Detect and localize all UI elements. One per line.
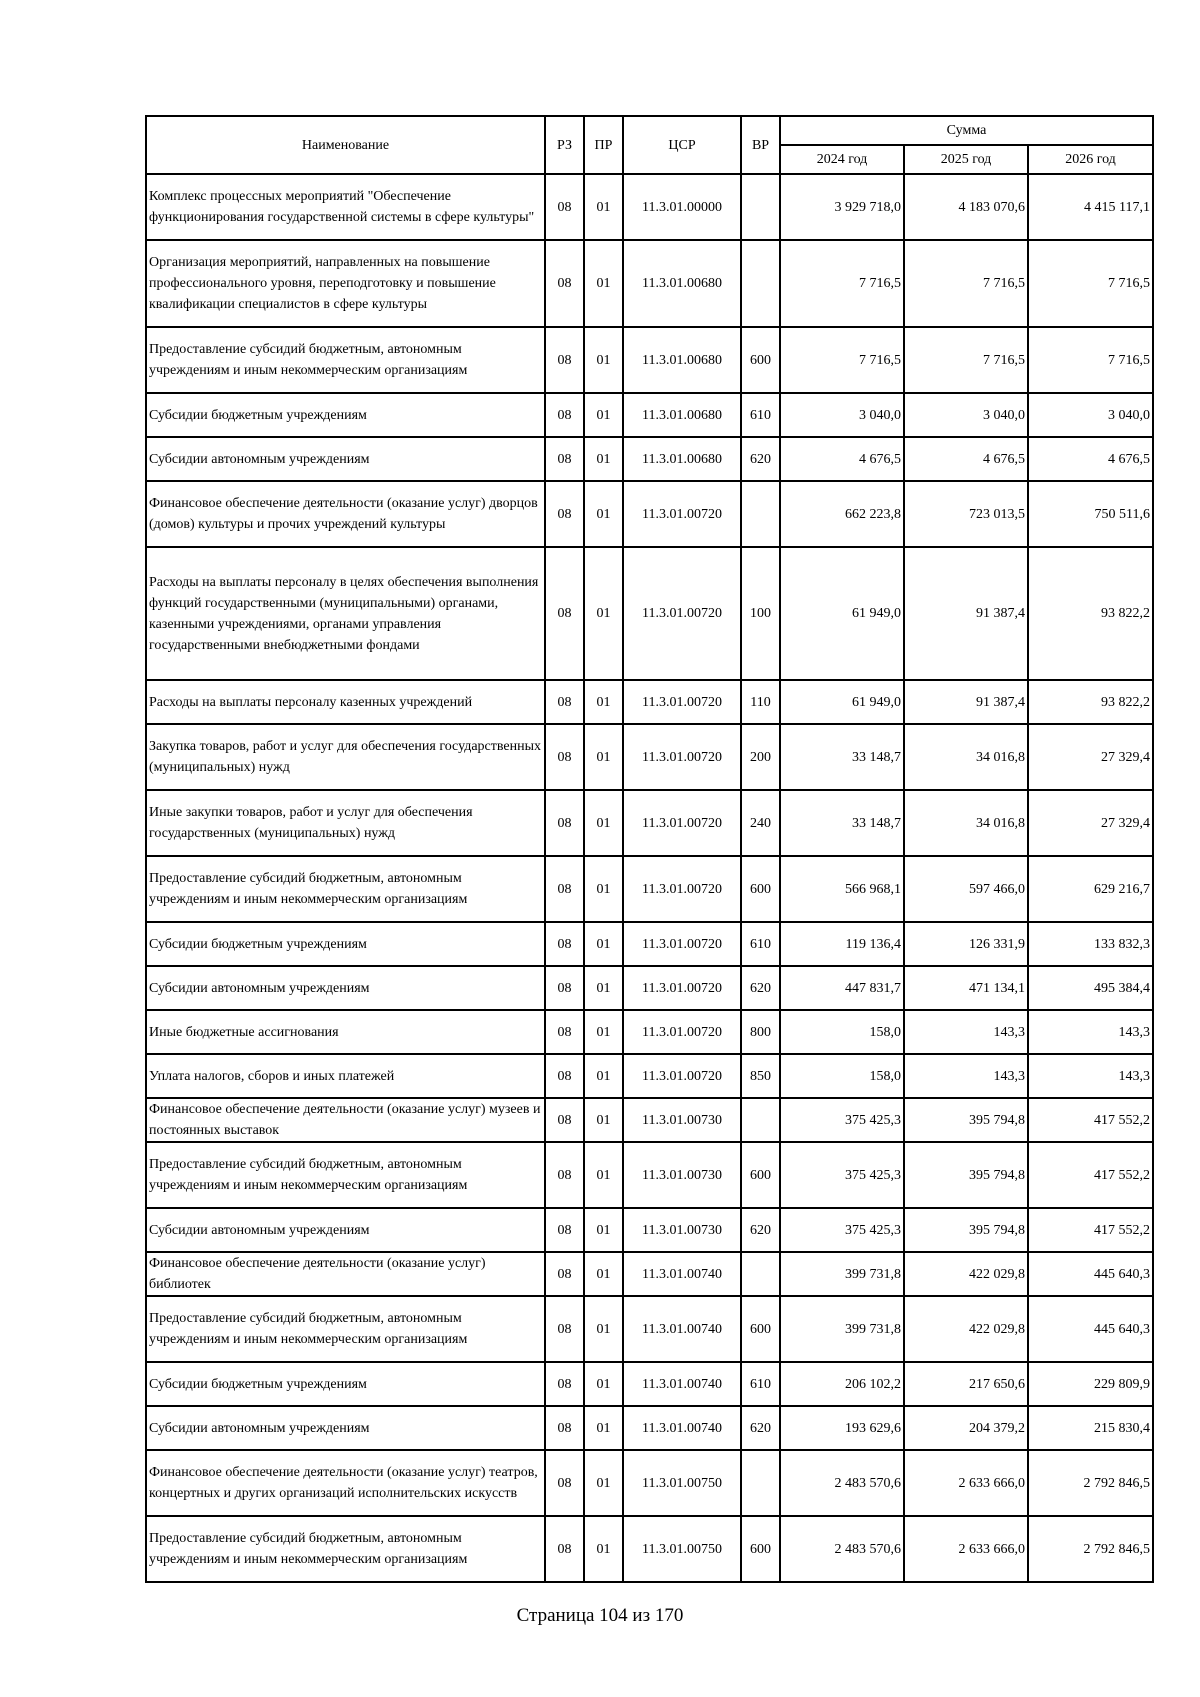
row-amount-2024: 2 483 570,6: [780, 1516, 904, 1582]
row-vr: 200: [741, 724, 780, 790]
table-row: [146, 1516, 1153, 1582]
table-row: [146, 547, 1153, 680]
row-amount-2024: 7 716,5: [780, 327, 904, 393]
row-csr: 11.3.01.00720: [623, 856, 741, 922]
header-rz: РЗ: [545, 116, 584, 174]
row-rz: 08: [545, 1516, 584, 1582]
row-amount-2024: 399 731,8: [780, 1296, 904, 1362]
row-name: Субсидии автономным учреждениям: [146, 966, 545, 1010]
row-csr: 11.3.01.00750: [623, 1450, 741, 1516]
row-name: Комплекс процессных мероприятий "Обеспечение функционирования государственной системы в сфере культуры": [146, 174, 545, 240]
row-name: Финансовое обеспечение деятельности (оказание услуг) театров, концертных и других организаций исполнительских искусств: [146, 1450, 545, 1516]
row-pr: 01: [584, 327, 623, 393]
row-pr: 01: [584, 1098, 623, 1142]
row-amount-2025: 2 633 666,0: [904, 1450, 1028, 1516]
row-amount-2026: 629 216,7: [1028, 856, 1153, 922]
row-amount-2026: 93 822,2: [1028, 547, 1153, 680]
row-name: Закупка товаров, работ и услуг для обеспечения государственных (муниципальных) нужд: [146, 724, 545, 790]
row-amount-2025: 723 013,5: [904, 481, 1028, 547]
row-csr: 11.3.01.00680: [623, 327, 741, 393]
row-vr: [741, 174, 780, 240]
row-vr: 110: [741, 680, 780, 724]
table-body: [146, 174, 1153, 1582]
table-row: [146, 437, 1153, 481]
row-amount-2024: 2 483 570,6: [780, 1450, 904, 1516]
row-amount-2026: 2 792 846,5: [1028, 1516, 1153, 1582]
row-rz: 08: [545, 1296, 584, 1362]
row-vr: 620: [741, 1208, 780, 1252]
row-amount-2025: 143,3: [904, 1054, 1028, 1098]
row-name: Предоставление субсидий бюджетным, автономным учреждениям и иным некоммерческим организациям: [146, 1142, 545, 1208]
row-name: Расходы на выплаты персоналу в целях обеспечения выполнения функций государственными (муниципальными) органами, казенными учреждениями, органами управления государственными внебюджетными фондами: [146, 547, 545, 680]
row-amount-2025: 3 040,0: [904, 393, 1028, 437]
row-amount-2026: 7 716,5: [1028, 240, 1153, 327]
row-amount-2024: 119 136,4: [780, 922, 904, 966]
row-csr: 11.3.01.00680: [623, 240, 741, 327]
table-row: [146, 1296, 1153, 1362]
row-amount-2025: 204 379,2: [904, 1406, 1028, 1450]
header-pr: ПР: [584, 116, 623, 174]
row-name: Субсидии автономным учреждениям: [146, 1208, 545, 1252]
row-pr: 01: [584, 1406, 623, 1450]
row-rz: 08: [545, 481, 584, 547]
row-amount-2024: 158,0: [780, 1054, 904, 1098]
row-amount-2025: 34 016,8: [904, 724, 1028, 790]
row-rz: 08: [545, 1010, 584, 1054]
header-name: Наименование: [146, 116, 545, 174]
row-name: Финансовое обеспечение деятельности (оказание услуг) библиотек: [146, 1252, 545, 1296]
row-amount-2025: 4 183 070,6: [904, 174, 1028, 240]
row-pr: 01: [584, 856, 623, 922]
row-amount-2026: 417 552,2: [1028, 1208, 1153, 1252]
row-amount-2025: 422 029,8: [904, 1296, 1028, 1362]
header-year-2026: 2026 год: [1028, 145, 1153, 174]
row-pr: 01: [584, 966, 623, 1010]
row-name: Иные закупки товаров, работ и услуг для обеспечения государственных (муниципальных) нужд: [146, 790, 545, 856]
row-amount-2026: 445 640,3: [1028, 1252, 1153, 1296]
row-name: Предоставление субсидий бюджетным, автономным учреждениям и иным некоммерческим организациям: [146, 1516, 545, 1582]
row-rz: 08: [545, 724, 584, 790]
row-amount-2026: 143,3: [1028, 1054, 1153, 1098]
row-vr: [741, 481, 780, 547]
row-csr: 11.3.01.00720: [623, 724, 741, 790]
row-vr: 620: [741, 966, 780, 1010]
table-row: [146, 790, 1153, 856]
row-pr: 01: [584, 1516, 623, 1582]
row-rz: 08: [545, 966, 584, 1010]
row-name: Иные бюджетные ассигнования: [146, 1010, 545, 1054]
row-pr: 01: [584, 680, 623, 724]
table-row: [146, 856, 1153, 922]
row-amount-2026: 4 415 117,1: [1028, 174, 1153, 240]
row-csr: 11.3.01.00730: [623, 1208, 741, 1252]
row-csr: 11.3.01.00720: [623, 1054, 741, 1098]
row-pr: 01: [584, 790, 623, 856]
row-name: Финансовое обеспечение деятельности (оказание услуг) музеев и постоянных выставок: [146, 1098, 545, 1142]
row-amount-2024: 399 731,8: [780, 1252, 904, 1296]
row-pr: 01: [584, 393, 623, 437]
header-sum: Сумма: [780, 116, 1153, 145]
row-vr: 600: [741, 1516, 780, 1582]
row-amount-2025: 395 794,8: [904, 1142, 1028, 1208]
row-amount-2024: 33 148,7: [780, 790, 904, 856]
row-pr: 01: [584, 1208, 623, 1252]
row-amount-2025: 126 331,9: [904, 922, 1028, 966]
row-csr: 11.3.01.00680: [623, 393, 741, 437]
row-rz: 08: [545, 547, 584, 680]
row-rz: 08: [545, 856, 584, 922]
table-row: [146, 922, 1153, 966]
row-amount-2025: 471 134,1: [904, 966, 1028, 1010]
budget-table: [145, 115, 1154, 1583]
row-amount-2025: 4 676,5: [904, 437, 1028, 481]
row-vr: [741, 1252, 780, 1296]
row-amount-2024: 206 102,2: [780, 1362, 904, 1406]
row-amount-2026: 93 822,2: [1028, 680, 1153, 724]
row-amount-2024: 61 949,0: [780, 547, 904, 680]
row-amount-2026: 417 552,2: [1028, 1142, 1153, 1208]
row-rz: 08: [545, 327, 584, 393]
row-csr: 11.3.01.00720: [623, 547, 741, 680]
row-pr: 01: [584, 547, 623, 680]
row-amount-2024: 33 148,7: [780, 724, 904, 790]
row-pr: 01: [584, 1054, 623, 1098]
row-vr: 610: [741, 393, 780, 437]
row-pr: 01: [584, 922, 623, 966]
row-vr: 850: [741, 1054, 780, 1098]
row-vr: 600: [741, 856, 780, 922]
row-amount-2026: 495 384,4: [1028, 966, 1153, 1010]
row-amount-2026: 4 676,5: [1028, 437, 1153, 481]
row-name: Субсидии автономным учреждениям: [146, 437, 545, 481]
row-amount-2024: 158,0: [780, 1010, 904, 1054]
row-vr: [741, 1098, 780, 1142]
row-amount-2025: 91 387,4: [904, 547, 1028, 680]
table-row: [146, 724, 1153, 790]
row-rz: 08: [545, 790, 584, 856]
row-csr: 11.3.01.00720: [623, 790, 741, 856]
row-amount-2025: 34 016,8: [904, 790, 1028, 856]
row-amount-2025: 395 794,8: [904, 1098, 1028, 1142]
row-amount-2025: 395 794,8: [904, 1208, 1028, 1252]
row-name: Предоставление субсидий бюджетным, автономным учреждениям и иным некоммерческим организациям: [146, 856, 545, 922]
row-name: Субсидии автономным учреждениям: [146, 1406, 545, 1450]
row-name: Финансовое обеспечение деятельности (оказание услуг) дворцов (домов) культуры и прочих учреждений культуры: [146, 481, 545, 547]
row-amount-2026: 27 329,4: [1028, 724, 1153, 790]
row-pr: 01: [584, 1450, 623, 1516]
row-csr: 11.3.01.00740: [623, 1252, 741, 1296]
row-amount-2025: 597 466,0: [904, 856, 1028, 922]
row-amount-2025: 2 633 666,0: [904, 1516, 1028, 1582]
row-amount-2025: 7 716,5: [904, 240, 1028, 327]
row-vr: 600: [741, 327, 780, 393]
row-vr: 240: [741, 790, 780, 856]
row-amount-2024: 7 716,5: [780, 240, 904, 327]
row-amount-2025: 91 387,4: [904, 680, 1028, 724]
row-csr: 11.3.01.00730: [623, 1142, 741, 1208]
row-amount-2024: 3 929 718,0: [780, 174, 904, 240]
table-row: [146, 1142, 1153, 1208]
row-vr: 600: [741, 1142, 780, 1208]
header-vr: ВР: [741, 116, 780, 174]
table-row: [146, 1208, 1153, 1252]
row-rz: 08: [545, 680, 584, 724]
row-name: Расходы на выплаты персоналу казенных учреждений: [146, 680, 545, 724]
header-year-2024: 2024 год: [780, 145, 904, 174]
row-name: Уплата налогов, сборов и иных платежей: [146, 1054, 545, 1098]
row-amount-2025: 143,3: [904, 1010, 1028, 1054]
row-pr: 01: [584, 437, 623, 481]
row-rz: 08: [545, 1054, 584, 1098]
row-amount-2024: 375 425,3: [780, 1142, 904, 1208]
row-amount-2026: 750 511,6: [1028, 481, 1153, 547]
row-rz: 08: [545, 437, 584, 481]
row-pr: 01: [584, 240, 623, 327]
row-name: Организация мероприятий, направленных на повышение профессионального уровня, переподготовку и повышение квалификации специалистов в сфере культуры: [146, 240, 545, 327]
row-amount-2026: 445 640,3: [1028, 1296, 1153, 1362]
row-amount-2026: 7 716,5: [1028, 327, 1153, 393]
row-amount-2024: 662 223,8: [780, 481, 904, 547]
table-row: [146, 1450, 1153, 1516]
row-name: Предоставление субсидий бюджетным, автономным учреждениям и иным некоммерческим организациям: [146, 327, 545, 393]
row-pr: 01: [584, 1142, 623, 1208]
row-amount-2026: 3 040,0: [1028, 393, 1153, 437]
row-vr: [741, 1450, 780, 1516]
row-vr: 620: [741, 437, 780, 481]
row-name: Субсидии бюджетным учреждениям: [146, 922, 545, 966]
row-vr: 600: [741, 1296, 780, 1362]
row-pr: 01: [584, 1010, 623, 1054]
row-rz: 08: [545, 174, 584, 240]
table-row: [146, 327, 1153, 393]
row-vr: 610: [741, 1362, 780, 1406]
table-row: [146, 1362, 1153, 1406]
row-amount-2024: 4 676,5: [780, 437, 904, 481]
row-amount-2026: 143,3: [1028, 1010, 1153, 1054]
row-rz: 08: [545, 1208, 584, 1252]
row-csr: 11.3.01.00720: [623, 922, 741, 966]
row-amount-2026: 133 832,3: [1028, 922, 1153, 966]
page-number: Страница 104 из 170: [516, 1605, 684, 1626]
row-csr: 11.3.01.00750: [623, 1516, 741, 1582]
row-csr: 11.3.01.00740: [623, 1406, 741, 1450]
row-pr: 01: [584, 1362, 623, 1406]
table-row: [146, 1406, 1153, 1450]
row-csr: 11.3.01.00730: [623, 1098, 741, 1142]
row-csr: 11.3.01.00740: [623, 1296, 741, 1362]
row-csr: 11.3.01.00720: [623, 1010, 741, 1054]
table-row: [146, 680, 1153, 724]
row-amount-2024: 193 629,6: [780, 1406, 904, 1450]
header-year-2025: 2025 год: [904, 145, 1028, 174]
row-vr: 620: [741, 1406, 780, 1450]
row-name: Субсидии бюджетным учреждениям: [146, 1362, 545, 1406]
header-csr: ЦСР: [623, 116, 741, 174]
row-vr: 800: [741, 1010, 780, 1054]
row-amount-2025: 217 650,6: [904, 1362, 1028, 1406]
row-pr: 01: [584, 1252, 623, 1296]
table-row: [146, 174, 1153, 240]
row-vr: 610: [741, 922, 780, 966]
row-csr: 11.3.01.00000: [623, 174, 741, 240]
table-row: [146, 481, 1153, 547]
table-row: [146, 966, 1153, 1010]
row-amount-2024: 566 968,1: [780, 856, 904, 922]
row-rz: 08: [545, 922, 584, 966]
row-amount-2025: 7 716,5: [904, 327, 1028, 393]
row-amount-2026: 2 792 846,5: [1028, 1450, 1153, 1516]
table-row: [146, 1054, 1153, 1098]
row-rz: 08: [545, 240, 584, 327]
row-rz: 08: [545, 1450, 584, 1516]
row-csr: 11.3.01.00720: [623, 481, 741, 547]
row-pr: 01: [584, 1296, 623, 1362]
row-amount-2026: 215 830,4: [1028, 1406, 1153, 1450]
row-amount-2026: 27 329,4: [1028, 790, 1153, 856]
row-amount-2024: 375 425,3: [780, 1208, 904, 1252]
row-amount-2024: 3 040,0: [780, 393, 904, 437]
row-rz: 08: [545, 1362, 584, 1406]
row-rz: 08: [545, 1406, 584, 1450]
row-rz: 08: [545, 393, 584, 437]
row-vr: [741, 240, 780, 327]
table-row: [146, 1252, 1153, 1296]
row-amount-2026: 417 552,2: [1028, 1098, 1153, 1142]
row-rz: 08: [545, 1252, 584, 1296]
row-vr: 100: [741, 547, 780, 680]
row-amount-2025: 422 029,8: [904, 1252, 1028, 1296]
table-row: [146, 240, 1153, 327]
row-pr: 01: [584, 481, 623, 547]
row-csr: 11.3.01.00720: [623, 966, 741, 1010]
row-name: Субсидии бюджетным учреждениям: [146, 393, 545, 437]
row-amount-2026: 229 809,9: [1028, 1362, 1153, 1406]
row-amount-2024: 61 949,0: [780, 680, 904, 724]
row-pr: 01: [584, 174, 623, 240]
table-row: [146, 1098, 1153, 1142]
row-name: Предоставление субсидий бюджетным, автономным учреждениям и иным некоммерческим организациям: [146, 1296, 545, 1362]
table-row: [146, 1010, 1153, 1054]
table-row: [146, 393, 1153, 437]
row-rz: 08: [545, 1142, 584, 1208]
row-rz: 08: [545, 1098, 584, 1142]
row-csr: 11.3.01.00680: [623, 437, 741, 481]
row-csr: 11.3.01.00720: [623, 680, 741, 724]
row-amount-2024: 447 831,7: [780, 966, 904, 1010]
row-pr: 01: [584, 724, 623, 790]
row-csr: 11.3.01.00740: [623, 1362, 741, 1406]
row-amount-2024: 375 425,3: [780, 1098, 904, 1142]
